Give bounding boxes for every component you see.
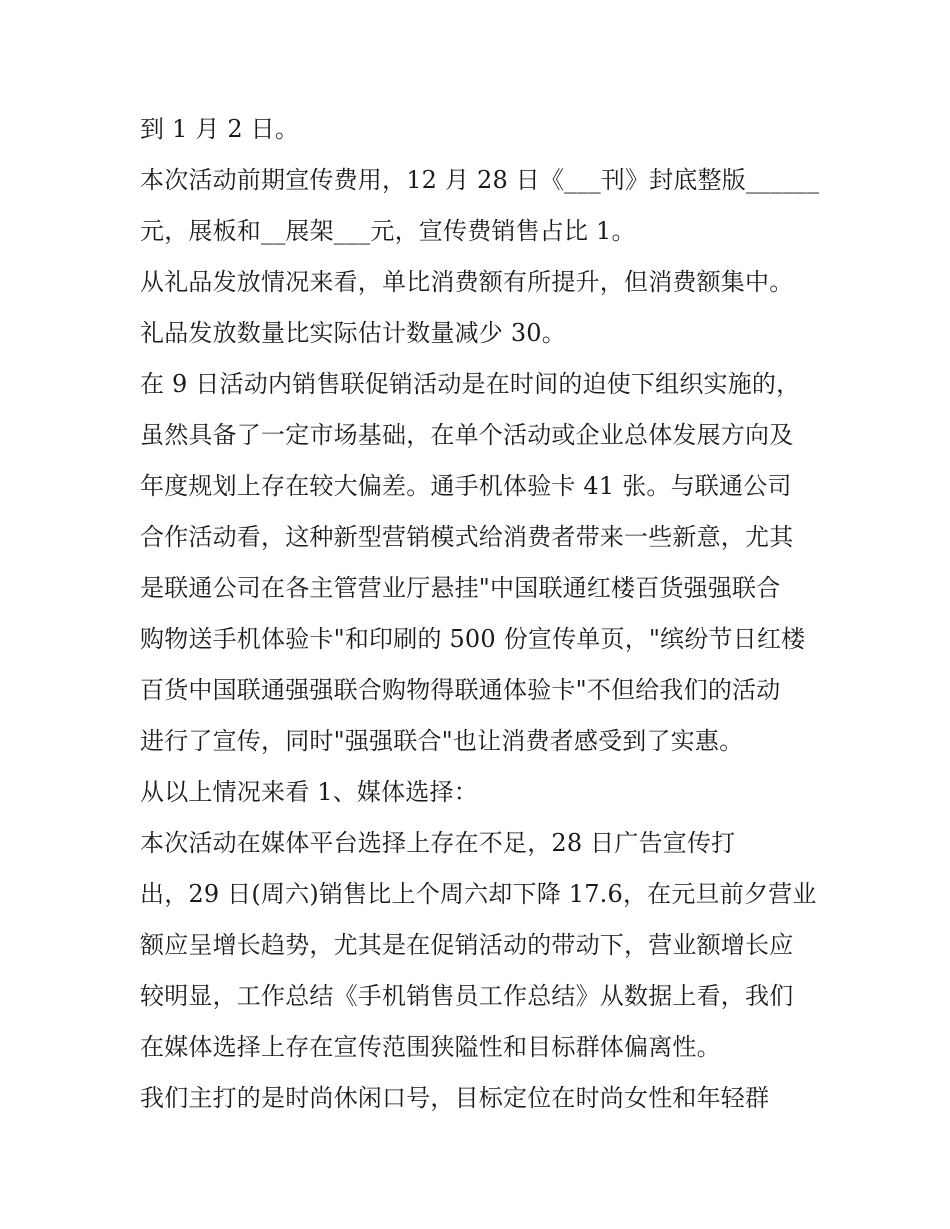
text-line-5: 礼品发放数量比实际估计数量减少 30。: [140, 319, 566, 347]
text-line-7: 虽然具备了一定市场基础，在单个活动或企业总体发展方向及: [140, 421, 794, 449]
document-body: [140, 104, 820, 1124]
text-line-11: 购物送手机体验卡"和印刷的 500 份宣传单页，"缤纷节日红楼: [140, 625, 806, 653]
text-line-10: 是联通公司在各主管营业厅悬挂"中国联通红楼百货强强联合: [140, 574, 781, 602]
text-line-19: 在媒体选择上存在宣传范围狭隘性和目标群体偏离性。: [140, 1033, 721, 1061]
text-line-18: 较明显，工作总结《手机销售员工作总结》从数据上看，我们: [140, 982, 794, 1010]
text-line-20: 我们主打的是时尚休闲口号，目标定位在时尚女性和年轻群: [140, 1084, 770, 1112]
text-line-3: 元，展板和__展架___元，宣传费销售占比 1。: [140, 217, 636, 245]
text-line-16: 出，29 日(周六)销售比上个周六却下降 17.6，在元旦前夕营业: [140, 880, 817, 908]
text-line-13: 进行了宣传，同时"强强联合"也让消费者感受到了实惠。: [140, 727, 744, 755]
text-line-8: 年度规划上存在较大偏差。通手机体验卡 41 张。与联通公司: [140, 472, 792, 500]
text-line-6: 在 9 日活动内销售联促销活动是在时间的迫使下组织实施的，: [140, 370, 801, 398]
text-line-4: 从礼品发放情况来看，单比消费额有所提升，但消费额集中。: [140, 268, 794, 296]
text-line-12: 百货中国联通强强联合购物得联通体验卡"不但给我们的活动: [140, 676, 781, 704]
text-line-9: 合作活动看，这种新型营销模式给消费者带来一些新意，尤其: [140, 523, 794, 551]
text-line-17: 额应呈增长趋势，尤其是在促销活动的带动下，营业额增长应: [140, 931, 794, 959]
text-line-15: 本次活动在媒体平台选择上存在不足，28 日广告宣传打: [140, 829, 736, 857]
text-line-14: 从以上情况来看 1、媒体选择：: [140, 778, 478, 806]
text-line-2: 本次活动前期宣传费用，12 月 28 日《___刊》封底整版______: [140, 166, 820, 194]
text-line-1: 到 1 月 2 日。: [140, 115, 300, 143]
